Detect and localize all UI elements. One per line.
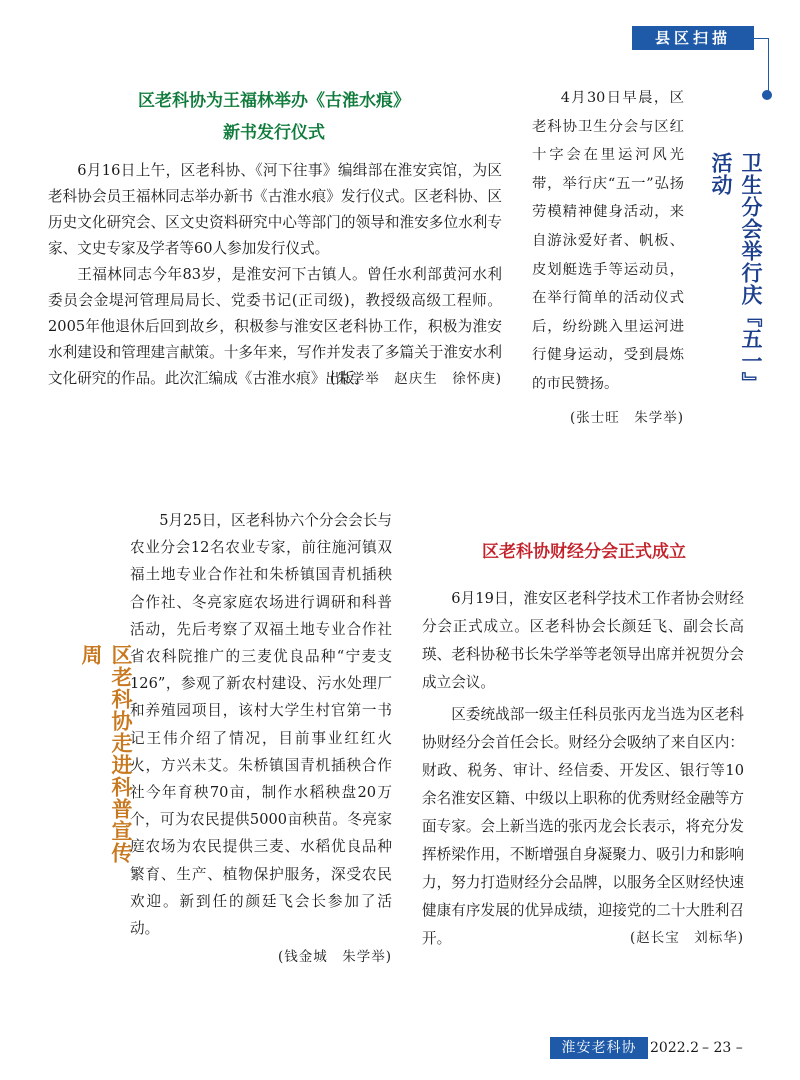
article4-body xyxy=(422,585,744,951)
article3-byline: (钱金城 朱学举) xyxy=(277,949,392,966)
article4-paragraph: 区委统战部一级主任科员张丙龙当选为区老科协财经分会首任会长。财经分会吸纳了来自区内：财政、税务、审计、经信委、开发区、银行等10余名淮安区籍、中级以上职称的优秀财经金融等方面专家。会上新当选的张丙龙会长表示，将充分发挥桥梁作用，不断增强自身凝聚力、吸引力和影响力，努力打造财经分会品牌，以服务全区财经快速健康有序发展的优异成绩，迎接党的二十大胜利召开。 xyxy=(422,706,744,947)
article4-byline: (赵长宝 刘标华) xyxy=(629,930,744,946)
article4-paragraph: 6月19日，淮安区老科学技术工作者协会财经分会正式成立。区老科协会长颜廷飞、副会长高瑛、老科协秘书长朱学举等老领导出席并祝贺分会成立会议。 xyxy=(422,590,744,691)
article1-body xyxy=(48,158,502,392)
section-tab: 县区扫描 xyxy=(632,26,754,50)
article2-byline: (张士旺 朱学举) xyxy=(569,409,684,426)
article3-body xyxy=(130,507,392,970)
article1-title-line1: 区老科协为王福林举办《古淮水痕》 xyxy=(138,91,410,111)
article4-title: 区老科协财经分会正式成立 xyxy=(482,542,686,562)
article2-body xyxy=(532,84,684,431)
article1-paragraph: 王福林同志今年83岁，是淮安河下古镇人。曾任水利部黄河水利委员会金堤河管理局局长、党委书记(正司级)，教授级高级工程师。2005年他退休后回到故乡，积极参与淮安区老科协工作，积极为淮安水利建设和管理建言献策。十多年来，写作并发表了多篇关于淮安水利文化研究的作品。此次汇编成《古淮水痕》出版。 xyxy=(48,266,502,387)
article3-paragraph: 5月25日，区老科协六个分会会长与农业分会12名农业专家，前往施河镇双福土地专业合作社和朱桥镇国青机插秧合作社、冬亮家庭农场进行调研和科普活动，先后考察了双福土地专业合作社省农科院推广的三麦优良品种“宁麦支126”，参观了新农村建设、污水处理厂和养殖园项目，该村大学生村官第一书记王伟介绍了情况，目前事业红红火火，方兴未艾。朱桥镇国青机插秧合作社今年育秧70亩，制作水稻秧盘20万个，可为农民提供5000亩秧苗。冬亮家庭农场为农民提供三麦、水稻优良品种繁育、生产、植物保护服务，深受农民欢迎。新到任的颜廷飞会长参加了活动。 xyxy=(130,512,392,938)
header-bracket-dot xyxy=(762,90,772,100)
article1-byline: (朱学举 赵庆生 徐怀庚) xyxy=(329,371,502,387)
footer-brand: 淮安老科协 xyxy=(550,1037,648,1059)
article3-title: 区老科协走进科普宣传周 xyxy=(79,644,133,864)
article1-title-line2: 新书发行仪式 xyxy=(223,123,325,143)
footer-page-number: – 23 – xyxy=(702,1040,743,1056)
footer-issue: 2022.2 xyxy=(650,1040,699,1056)
article2-paragraph: 4月30日早晨，区老科协卫生分会与区红十字会在里运河风光带，举行庆“五一”弘扬劳模精神健身活动，来自游泳爱好者、帆板、皮划艇选手等运动员，在举行简单的活动仪式后，纷纷跳入里运河进行健身运动，受到晨炼的市民赞扬。 xyxy=(532,90,684,392)
article2-title: 卫生分会举行庆『五一』活动 xyxy=(709,152,763,394)
article1-paragraph: 6月16日上午，区老科协、《河下往事》编缉部在淮安宾馆，为区老科协会员王福林同志举办新书《古淮水痕》发行仪式。区老科协、区历史文化研究会、区文史资料研究中心等部门的领导和淮安多位水利专家、文史专家及学者等60人参加发行仪式。 xyxy=(48,162,502,257)
header-bracket-line xyxy=(754,38,769,95)
